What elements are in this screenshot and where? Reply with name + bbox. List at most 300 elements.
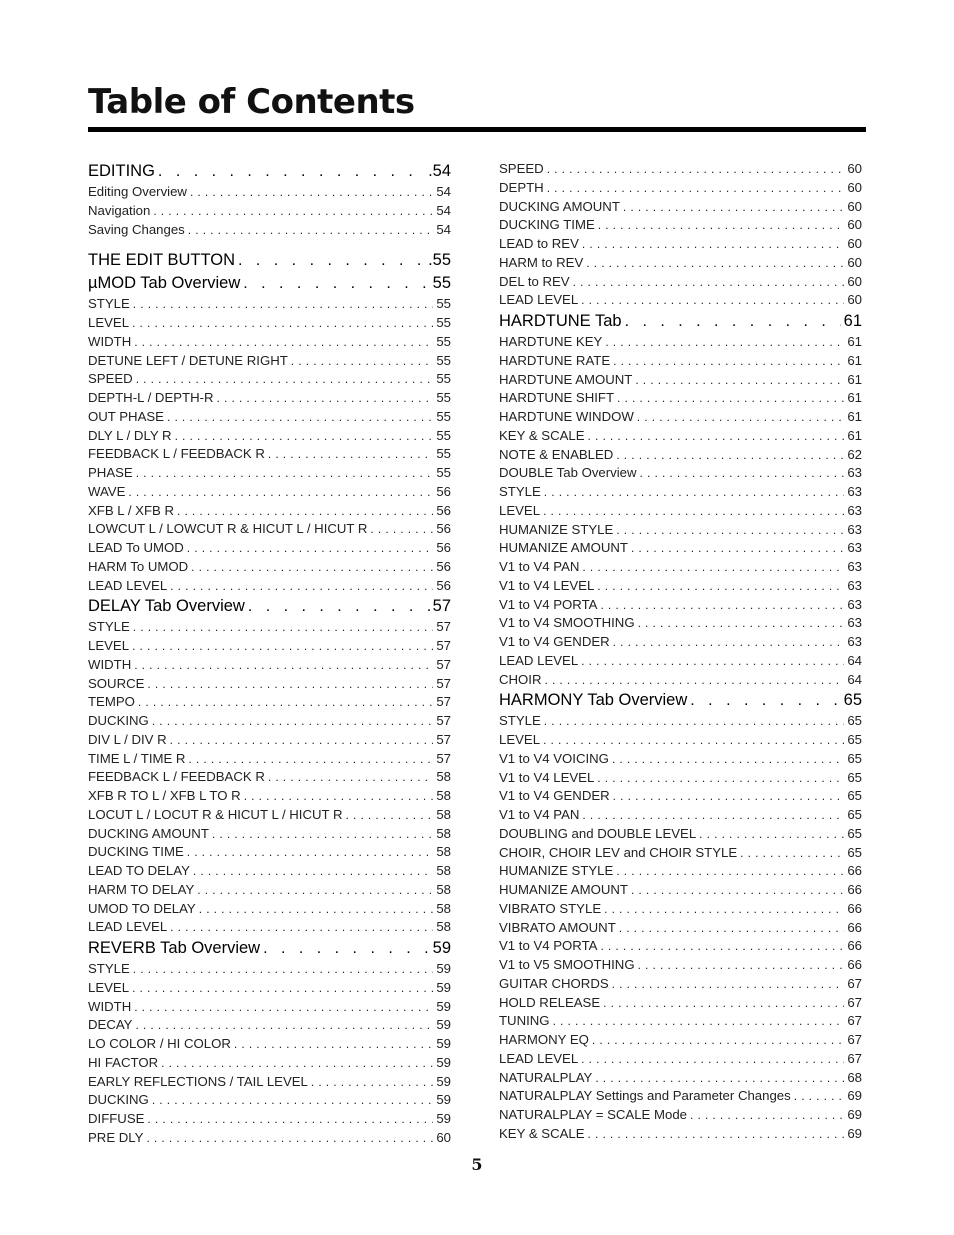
toc-entry[interactable]: [499, 881, 862, 900]
toc-entry[interactable]: [88, 675, 451, 694]
toc-leader-dots: [598, 216, 845, 235]
toc-leader-dots: [612, 750, 844, 769]
toc-leader-dots: [612, 975, 845, 994]
toc-entry[interactable]: [499, 352, 862, 371]
toc-entry-title: PRE DLY: [88, 1129, 144, 1145]
toc-page-number: 63: [847, 465, 862, 481]
toc-entry[interactable]: [499, 371, 862, 390]
toc-entry[interactable]: [88, 806, 451, 825]
toc-page-number: 60: [847, 273, 862, 289]
toc-page-number: 63: [847, 521, 862, 537]
toc-entry[interactable]: [88, 221, 451, 240]
toc-page-number: 61: [847, 427, 862, 443]
toc-entry[interactable]: [88, 998, 451, 1017]
toc-entry[interactable]: [88, 693, 451, 712]
toc-entry[interactable]: [499, 900, 862, 919]
toc-entry-title: LEAD LEVEL: [499, 292, 579, 308]
toc-page-number: 69: [847, 1125, 862, 1141]
toc-entry[interactable]: [88, 918, 451, 937]
toc-entry-title: SOURCE: [88, 675, 145, 691]
toc-leader-dots: [187, 539, 434, 558]
toc-page-number: 61: [847, 409, 862, 424]
toc-page-number: 57: [436, 750, 451, 766]
toc-leader-dots: [613, 787, 845, 806]
toc-page-number: 61: [847, 390, 862, 406]
toc-page-number: 54: [436, 202, 451, 218]
toc-entry-title: HUMANIZE STYLE: [499, 863, 614, 879]
toc-leader-dots: [147, 675, 433, 694]
toc-entry-title: Navigation: [88, 202, 151, 218]
toc-entry[interactable]: [88, 1110, 451, 1129]
toc-entry[interactable]: [88, 881, 451, 900]
toc-page-number: 65: [847, 750, 862, 766]
toc-leader-dots: [597, 577, 844, 596]
toc-entry[interactable]: [499, 844, 862, 863]
toc-entry-title: DEPTH: [499, 179, 544, 195]
toc-entry-title: µMOD Tab Overview: [88, 274, 241, 293]
toc-leader-dots: [134, 333, 433, 352]
toc-entry-title: LEAD To UMOD: [88, 540, 184, 555]
toc-leader-dots: [291, 352, 434, 371]
toc-entry[interactable]: [88, 618, 451, 637]
toc-leader-dots: [146, 1129, 433, 1148]
toc-leader-dots: [543, 731, 844, 750]
toc-entry[interactable]: [499, 712, 862, 731]
toc-leader-dots: [547, 179, 845, 198]
toc-page-number: 56: [436, 483, 451, 499]
toc-page-number: 57: [436, 675, 451, 691]
toc-leader-dots: [595, 1069, 844, 1088]
toc-entry-title: HARMONY EQ: [499, 1032, 589, 1047]
toc-entry[interactable]: [499, 825, 862, 844]
toc-leader-dots: [613, 352, 844, 371]
toc-entry-title: THE EDIT BUTTON: [88, 251, 235, 270]
toc-entry-title: HARDTUNE Tab: [499, 312, 622, 330]
toc-page-number: 59: [436, 1036, 451, 1051]
toc-page-number: 58: [436, 881, 451, 897]
toc-entry[interactable]: [88, 979, 451, 998]
toc-page-number: 61: [847, 352, 862, 368]
toc-entry[interactable]: [499, 1106, 862, 1125]
toc-entry[interactable]: [88, 295, 451, 314]
toc-leader-dots: [311, 1073, 433, 1092]
toc-entry-title: LEVEL: [88, 638, 130, 653]
toc-entry-title: DUCKING AMOUNT: [499, 198, 620, 214]
toc-leader-dots: [134, 998, 433, 1017]
toc-leader-dots: [132, 637, 433, 656]
toc-entry-title: DLY L / DLY R: [88, 427, 172, 443]
toc-section-entry[interactable]: [499, 310, 862, 333]
toc-entry-title: DUCKING TIME: [499, 217, 595, 233]
toc-entry-title: DEPTH-L / DEPTH-R: [88, 390, 214, 405]
toc-entry[interactable]: [499, 446, 862, 465]
toc-entry[interactable]: [88, 502, 451, 521]
toc-page-number: 56: [436, 577, 451, 593]
toc-entry[interactable]: [499, 731, 862, 750]
toc-page-number: 67: [847, 1050, 862, 1066]
toc-entry[interactable]: [499, 235, 862, 254]
toc-leader-dots: [268, 768, 433, 787]
toc-entry-title: FEEDBACK L / FEEDBACK R: [88, 769, 265, 785]
toc-entry-title: HARM To UMOD: [88, 558, 189, 574]
toc-leader-dots: [170, 731, 434, 750]
toc-entry[interactable]: [88, 464, 451, 483]
toc-entry[interactable]: [499, 671, 862, 690]
toc-entry[interactable]: [88, 900, 451, 919]
toc-page-number: 60: [847, 254, 862, 270]
toc-entry-title: STYLE: [88, 296, 130, 312]
toc-page-number: 65: [847, 713, 862, 729]
toc-entry-title: HARM TO DELAY: [88, 881, 195, 897]
toc-leader-dots: [582, 806, 844, 825]
toc-entry[interactable]: [499, 1012, 862, 1031]
toc-entry[interactable]: [88, 408, 451, 427]
toc-page-number: 54: [436, 184, 451, 199]
toc-page-number: 65: [847, 769, 862, 785]
toc-entry-title: V1 to V4 GENDER: [499, 634, 610, 649]
toc-entry-title: XFB R TO L / XFB L TO R: [88, 788, 241, 803]
toc-entry[interactable]: [499, 862, 862, 881]
toc-entry[interactable]: [499, 652, 862, 671]
toc-page-number: 57: [436, 731, 451, 747]
toc-page-number: 65: [847, 732, 862, 747]
toc-entry[interactable]: [499, 483, 862, 502]
toc-entry[interactable]: [499, 254, 862, 273]
toc-page-number: 57: [432, 597, 451, 616]
toc-leader-dots: [133, 618, 434, 637]
toc-entry-title: KEY & SCALE: [499, 1125, 585, 1141]
toc-section-entry[interactable]: [88, 272, 451, 295]
toc-entry-title: WIDTH: [88, 998, 132, 1014]
toc-entry[interactable]: [499, 1050, 862, 1069]
toc-entry[interactable]: [88, 483, 451, 502]
toc-entry[interactable]: [499, 1069, 862, 1088]
toc-page-number: 60: [847, 236, 862, 251]
toc-entry[interactable]: [88, 825, 451, 844]
toc-entry-title: PHASE: [88, 465, 133, 480]
toc-entry[interactable]: [499, 577, 862, 596]
toc-leader-dots: [690, 689, 840, 712]
toc-entry-title: TIME L / TIME R: [88, 750, 186, 766]
toc-entry[interactable]: [499, 216, 862, 235]
toc-entry-title: CHOIR, CHOIR LEV and CHOIR STYLE: [499, 844, 738, 860]
toc-entry[interactable]: [88, 656, 451, 675]
toc-leader-dots: [132, 979, 433, 998]
toc-page-number: 62: [847, 446, 862, 462]
toc-page-number: 59: [432, 939, 451, 957]
toc-page-number: 59: [436, 1073, 451, 1089]
toc-page-number: 58: [436, 919, 451, 935]
toc-page-number: 59: [436, 979, 451, 995]
toc-entry[interactable]: [499, 633, 862, 652]
toc-entry[interactable]: [499, 273, 862, 292]
toc-entry[interactable]: [499, 464, 862, 483]
toc-page-number: 57: [436, 694, 451, 710]
toc-entry-title: VIBRATO STYLE: [499, 900, 602, 916]
toc-leader-dots: [619, 919, 845, 938]
toc-page-number: 59: [436, 1054, 451, 1070]
toc-entry[interactable]: [88, 558, 451, 577]
toc-page-number: 58: [436, 806, 451, 822]
toc-entry[interactable]: [88, 1035, 451, 1054]
toc-leader-dots: [190, 183, 433, 202]
toc-entry-title: DUCKING: [88, 1092, 149, 1108]
toc-entry[interactable]: [88, 787, 451, 806]
toc-leader-dots: [690, 1106, 844, 1125]
toc-page-number: 60: [847, 217, 862, 233]
toc-entry[interactable]: [499, 558, 862, 577]
toc-page-number: 69: [847, 1088, 862, 1104]
toc-section-entry[interactable]: [499, 689, 862, 712]
toc-entry[interactable]: [499, 179, 862, 198]
page-title: Table of Contents: [88, 82, 415, 122]
toc-entry[interactable]: [88, 389, 451, 408]
toc-leader-dots: [147, 1110, 433, 1129]
toc-section-entry[interactable]: [88, 595, 451, 618]
toc-page-number: 55: [436, 371, 451, 387]
toc-entry[interactable]: [499, 408, 862, 427]
toc-leader-dots: [248, 595, 430, 618]
toc-leader-dots: [635, 371, 844, 390]
toc-page-number: 61: [843, 312, 862, 330]
toc-leader-dots: [616, 446, 844, 465]
toc-entry[interactable]: [499, 1031, 862, 1050]
toc-leader-dots: [370, 520, 433, 539]
toc-entry[interactable]: [499, 198, 862, 217]
toc-leader-dots: [582, 558, 844, 577]
toc-entry[interactable]: [499, 919, 862, 938]
toc-leader-dots: [152, 1091, 434, 1110]
toc-page-number: 56: [436, 558, 451, 574]
toc-entry-title: EDITING: [88, 162, 155, 180]
toc-page-number: 55: [436, 427, 451, 443]
toc-entry-title: SPEED: [88, 371, 133, 387]
toc-page-number: 56: [436, 540, 451, 555]
toc-entry[interactable]: [499, 427, 862, 446]
toc-entry[interactable]: [499, 937, 862, 956]
toc-entry-title: WIDTH: [88, 333, 132, 349]
toc-leader-dots: [346, 806, 434, 825]
toc-page-number: 55: [436, 333, 451, 349]
toc-entry[interactable]: [88, 577, 451, 596]
toc-leader-dots: [603, 994, 844, 1013]
toc-entry-title: LEAD LEVEL: [499, 652, 579, 668]
toc-entry-title: SPEED: [499, 161, 544, 176]
toc-leader-dots: [553, 1012, 845, 1031]
toc-page-number: 63: [847, 502, 862, 518]
toc-leader-dots: [199, 900, 434, 919]
toc-leader-dots: [244, 787, 434, 806]
toc-leader-dots: [623, 198, 844, 217]
toc-entry-title: CHOIR: [499, 671, 542, 687]
toc-page-number: 60: [847, 161, 862, 176]
toc-page-number: 57: [436, 619, 451, 635]
toc-entry[interactable]: [88, 750, 451, 769]
toc-leader-dots: [637, 408, 845, 427]
toc-leader-dots: [617, 389, 844, 408]
toc-entry[interactable]: [88, 202, 451, 221]
toc-page-number: .55: [428, 251, 451, 270]
toc-entry[interactable]: [88, 333, 451, 352]
toc-entry-title: LEAD TO DELAY: [88, 863, 190, 878]
toc-entry[interactable]: [88, 539, 451, 558]
toc-entry-title: EARLY REFLECTIONS / TAIL LEVEL: [88, 1073, 308, 1089]
toc-leader-dots: [586, 254, 844, 273]
toc-section-entry[interactable]: [88, 937, 451, 960]
toc-entry[interactable]: [499, 750, 862, 769]
toc-leader-dots: [234, 1035, 433, 1054]
toc-leader-dots: [263, 937, 430, 960]
toc-entry[interactable]: [499, 1125, 862, 1144]
toc-page-number: 63: [847, 577, 862, 593]
toc-page-number: 63: [847, 634, 862, 649]
toc-entry-title: LOCUT L / LOCUT R & HICUT L / HICUT R: [88, 806, 343, 822]
toc-column-left: [88, 160, 451, 1148]
toc-entry[interactable]: [499, 975, 862, 994]
toc-page-number: 66: [847, 919, 862, 935]
toc-entry-title: V1 to V4 LEVEL: [499, 577, 595, 593]
toc-entry-title: V1 to V4 PORTA: [499, 596, 598, 612]
toc-page-number: 63: [847, 596, 862, 612]
toc-leader-dots: [613, 633, 845, 652]
toc-entry-title: WAVE: [88, 483, 126, 499]
toc-entry-title: DEL to REV: [499, 273, 570, 289]
toc-page-number: 54: [436, 221, 451, 237]
toc-leader-dots: [600, 937, 844, 956]
toc-entry-title: LO COLOR / HI COLOR: [88, 1036, 231, 1051]
toc-entry[interactable]: [88, 1054, 451, 1073]
toc-entry-title: HUMANIZE STYLE: [499, 521, 614, 537]
toc-entry[interactable]: [88, 445, 451, 464]
toc-entry[interactable]: [499, 539, 862, 558]
toc-entry-title: STYLE: [88, 961, 130, 976]
toc-leader-dots: [625, 310, 841, 333]
toc-entry[interactable]: [88, 1091, 451, 1110]
toc-entry[interactable]: [88, 314, 451, 333]
title-rule: [88, 127, 866, 132]
toc-entry-title: V1 to V4 PAN: [499, 807, 580, 822]
toc-entry[interactable]: [88, 427, 451, 446]
toc-leader-dots: [268, 445, 433, 464]
toc-entry[interactable]: [499, 1087, 862, 1106]
toc-leader-dots: [152, 712, 434, 731]
toc-leader-dots: [188, 221, 434, 240]
toc-leader-dots: [631, 881, 844, 900]
toc-leader-dots: [581, 291, 844, 310]
toc-entry-title: LEVEL: [88, 315, 130, 330]
toc-entry-title: DECAY: [88, 1017, 133, 1033]
toc-entry-title: VIBRATO AMOUNT: [499, 919, 616, 935]
toc-leader-dots: [547, 160, 845, 179]
toc-page-number: 63: [847, 615, 862, 631]
toc-entry-title: Editing Overview: [88, 184, 187, 199]
toc-leader-dots: [133, 295, 434, 314]
toc-page-number: 66: [847, 863, 862, 879]
toc-entry[interactable]: [88, 370, 451, 389]
toc-entry-title: STYLE: [499, 484, 541, 499]
toc-entry[interactable]: [499, 994, 862, 1013]
toc-page-number: 59: [436, 1017, 451, 1033]
toc-page-number: 66: [847, 957, 862, 972]
toc-page-number: 67: [847, 975, 862, 991]
toc-page-number: 57: [436, 638, 451, 653]
toc-entry[interactable]: [499, 502, 862, 521]
toc-leader-dots: [187, 843, 434, 862]
toc-column-right: [499, 160, 862, 1144]
toc-section-entry[interactable]: [88, 249, 451, 272]
toc-page-number: 66: [847, 938, 862, 954]
toc-entry-title: UMOD TO DELAY: [88, 900, 196, 916]
toc-leader-dots: [544, 483, 845, 502]
toc-entry-title: TEMPO: [88, 694, 135, 710]
toc-leader-dots: [238, 249, 425, 272]
toc-page-number: 67: [847, 994, 862, 1010]
toc-entry[interactable]: [88, 637, 451, 656]
toc-leader-dots: [132, 314, 433, 333]
toc-entry-title: V1 to V4 LEVEL: [499, 769, 595, 785]
toc-entry-title: OUT PHASE: [88, 408, 164, 424]
toc-page-number: 59: [436, 961, 451, 976]
toc-page-number: 55: [432, 274, 451, 293]
toc-entry[interactable]: [499, 769, 862, 788]
toc-entry-title: HARDTUNE SHIFT: [499, 390, 615, 406]
toc-entry[interactable]: [499, 956, 862, 975]
toc-entry[interactable]: [88, 862, 451, 881]
toc-entry[interactable]: [499, 787, 862, 806]
toc-entry[interactable]: [88, 520, 451, 539]
toc-page-number: .54: [428, 162, 451, 180]
toc-leader-dots: [582, 235, 844, 254]
toc-leader-dots: [135, 1016, 433, 1035]
toc-leader-dots: [588, 427, 845, 446]
toc-entry[interactable]: [499, 521, 862, 540]
toc-entry[interactable]: [88, 1129, 451, 1148]
toc-entry-title: TUNING: [499, 1013, 550, 1029]
toc-entry[interactable]: [88, 183, 451, 202]
toc-leader-dots: [597, 769, 844, 788]
toc-entry[interactable]: [499, 389, 862, 408]
toc-leader-dots: [616, 521, 844, 540]
toc-page-number: 66: [847, 900, 862, 916]
toc-leader-dots: [170, 577, 433, 596]
toc-entry[interactable]: [499, 806, 862, 825]
toc-page-number: 68: [847, 1069, 862, 1085]
toc-entry[interactable]: [88, 731, 451, 750]
toc-entry[interactable]: [88, 352, 451, 371]
toc-entry[interactable]: [499, 291, 862, 310]
toc-section-entry[interactable]: [88, 160, 451, 183]
toc-page-number: 60: [847, 179, 862, 195]
toc-entry[interactable]: [499, 333, 862, 352]
toc-entry[interactable]: [499, 596, 862, 615]
toc-entry[interactable]: [499, 160, 862, 179]
toc-entry[interactable]: [88, 1016, 451, 1035]
toc-entry[interactable]: [88, 768, 451, 787]
toc-entry[interactable]: [88, 712, 451, 731]
toc-entry[interactable]: [88, 960, 451, 979]
toc-entry[interactable]: [88, 1073, 451, 1092]
toc-page-number: 55: [436, 446, 451, 462]
toc-page-number: 58: [436, 844, 451, 860]
toc-leader-dots: [592, 1031, 844, 1050]
toc-entry-title: LOWCUT L / LOWCUT R & HICUT L / HICUT R: [88, 521, 368, 537]
toc-entry-title: DOUBLING and DOUBLE LEVEL: [499, 825, 697, 841]
toc-leader-dots: [638, 956, 845, 975]
toc-entry[interactable]: [88, 843, 451, 862]
toc-leader-dots: [153, 202, 433, 221]
toc-page-number: 55: [436, 296, 451, 312]
toc-entry[interactable]: [499, 614, 862, 633]
